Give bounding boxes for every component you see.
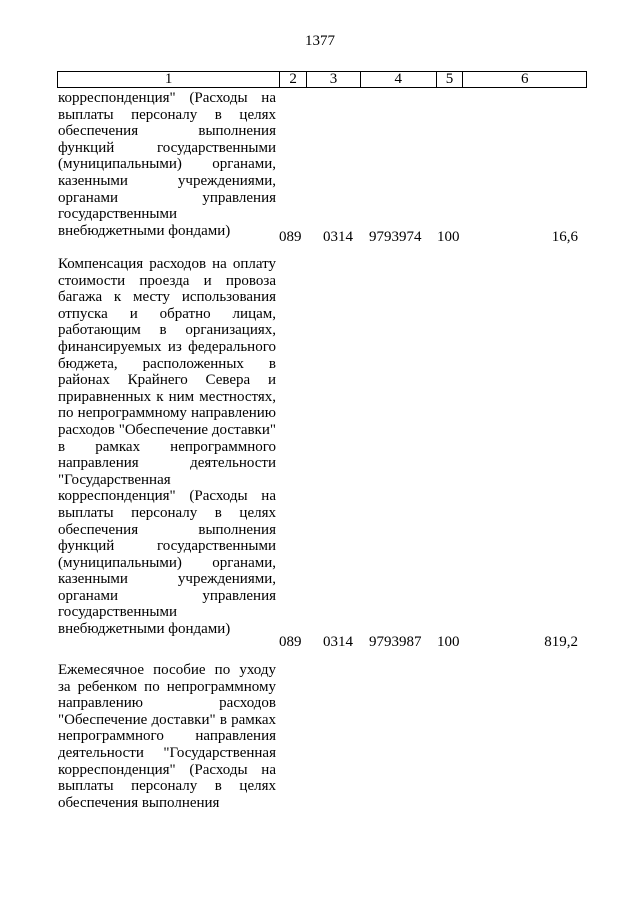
- row-description: Ежемесячное пособие по уходу за ребенком по непрограммному направлению расходов "Обеспечение доставки" в рамках непрограммного направления деятельности "Государственная корреспонденция" (Расходы на выплаты персоналу в целях обеспечения выполнения: [58, 662, 276, 811]
- row-section-code: 0314: [323, 634, 353, 650]
- row-amount: 819,2: [544, 634, 578, 650]
- row-admin-code: 089: [279, 229, 302, 245]
- table-row: [58, 662, 276, 811]
- row-admin-code: 089: [279, 634, 302, 650]
- row-expense-code: 100: [437, 229, 460, 245]
- row-description: корреспонденция" (Расходы на выплаты персоналу в целях обеспечения выполнения функций государственными (муниципальными) органами, казенными учреждениями, органами управления государственными внебюджетными фондами): [58, 90, 276, 239]
- table-row: [58, 90, 276, 239]
- column-header-4: 4: [360, 72, 436, 87]
- table-header: [57, 71, 587, 88]
- row-amount: 16,6: [551, 229, 578, 245]
- row-section-code: 0314: [323, 229, 353, 245]
- row-item-code: 9793987: [369, 634, 422, 650]
- column-header-1: 1: [164, 71, 173, 87]
- column-header-3: 3: [306, 72, 360, 87]
- column-header-5: 5: [436, 72, 463, 87]
- row-expense-code: 100: [437, 634, 460, 650]
- row-description: Компенсация расходов на оплату стоимости проезда и провоза багажа к месту использования отпуска и обратно лицам, работающим в организациях, финансируемых из федерального бюджета, расположенных в районах Крайнего Севера и приравненных к ним местностях, по непрограммному направлению расходов "Обеспечение доставки" в рамках непрограммного направления деятельности "Государственная корреспонденция" (Расходы на выплаты персоналу в целях обеспечения выполнения функций государственными (муниципальными) органами, казенными учреждениями, органами управления государственными внебюджетными фондами): [58, 256, 276, 638]
- column-header-6: 6: [462, 72, 586, 87]
- table-row: [58, 256, 276, 638]
- page-number: 1377: [305, 33, 335, 49]
- row-item-code: 9793974: [369, 229, 422, 245]
- column-header-2: 2: [279, 72, 306, 87]
